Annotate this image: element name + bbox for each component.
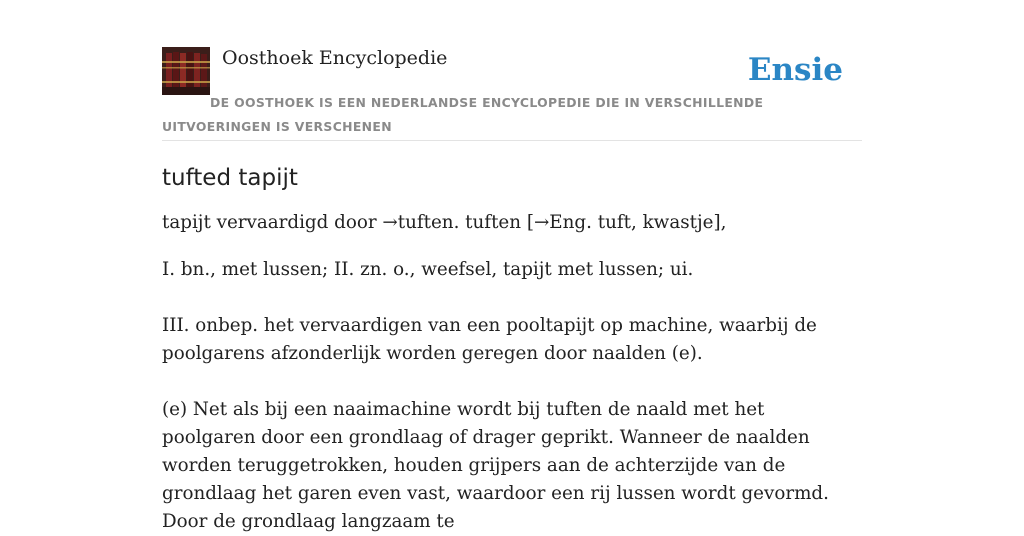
encyclopedia-books-avatar[interactable] [162, 47, 210, 95]
entry-title: tufted tapijt [162, 165, 298, 191]
entry-paragraph: III. onbep. het vervaardigen van een pooltapijt op machine, waarbij de poolgarens afzonderlijk worden geregen door naalden (e). [162, 315, 817, 364]
definition-text: tuft, kwastje], [591, 212, 727, 233]
entry-content [162, 158, 862, 536]
site-name[interactable]: Oosthoek Encyclopedie [222, 47, 448, 69]
site-header [162, 46, 862, 141]
entry-paragraph: I. bn., met lussen; II. zn. o., weefsel, tapijt met lussen; ui. [162, 259, 694, 280]
entry-paragraph: (e) Net als bij een naaimachine wordt bij tuften de naald met het poolgaren door een grondlaag of drager geprikt. Wanneer de naalden worden teruggetrokken, houden grijpers aan de achterzijde van de grondlaag het garen even vast, waardoor een rij lussen wordt gevormd. Door de grondlaag langzaam te [162, 399, 829, 532]
entry-definition [162, 209, 862, 237]
definition-text: tapijt vervaardigd door [162, 212, 383, 233]
ensie-logo-link[interactable]: Ensie [747, 52, 843, 88]
link-eng[interactable]: Eng. [549, 212, 592, 233]
site-tagline: DE OOSTHOEK IS EEN NEDERLANDSE ENCYCLOPEDIE DIE IN VERSCHILLENDE UITVOERINGEN IS VERSCHENEN [162, 95, 764, 134]
definition-text: . tuften [ [453, 212, 534, 233]
books-image [162, 47, 210, 95]
link-tuften[interactable]: tuften [397, 212, 454, 233]
arrow-right-icon: → [382, 212, 398, 233]
arrow-right-icon: → [533, 212, 550, 233]
